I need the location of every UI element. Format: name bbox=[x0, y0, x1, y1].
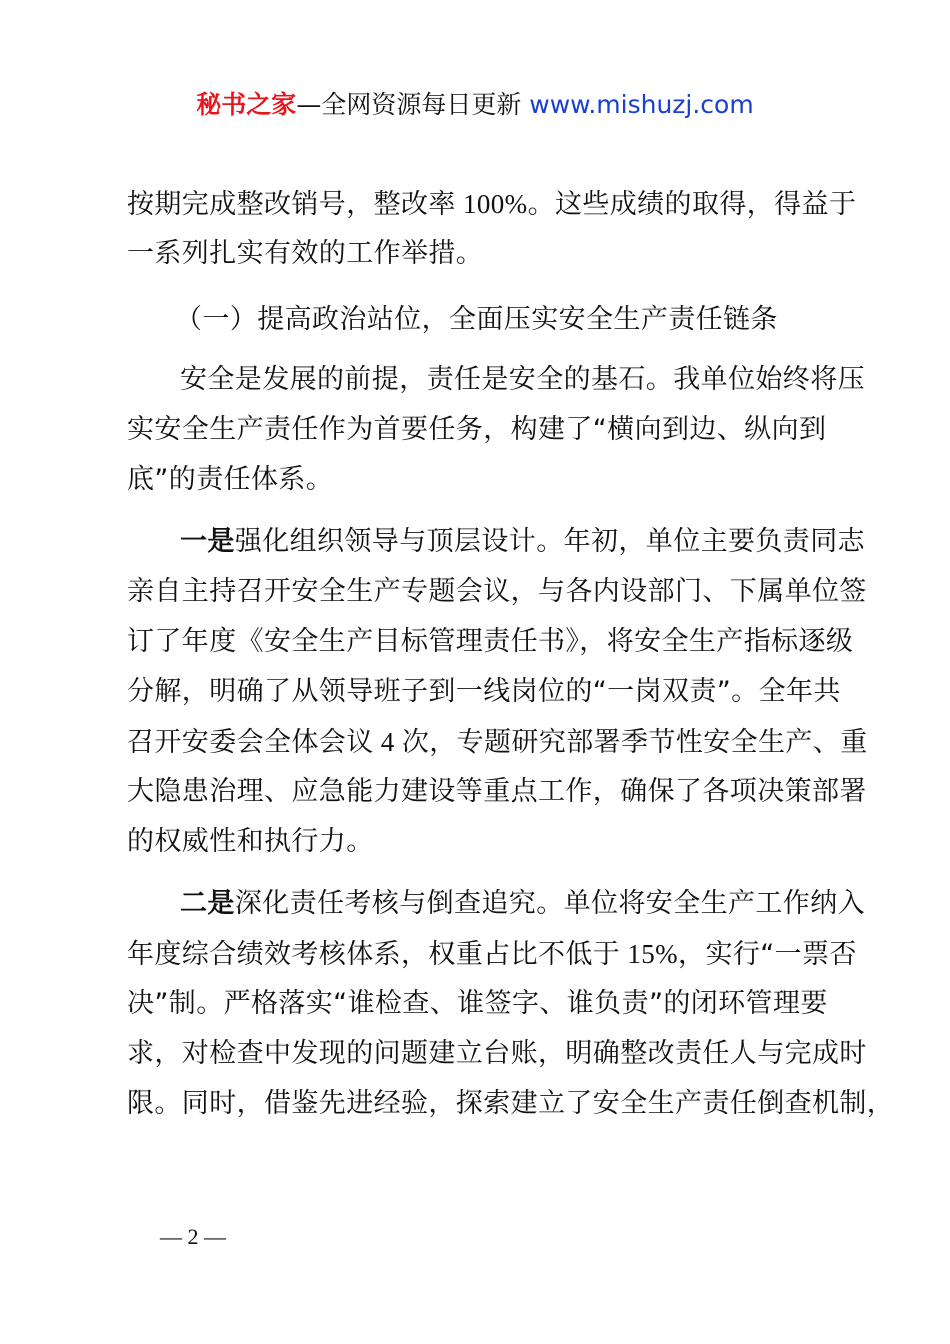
site-header bbox=[0, 88, 950, 122]
point-label: 二是 bbox=[180, 888, 235, 919]
body-line: 订了年度《安全生产目标管理责任书》，将安全生产指标逐级 bbox=[127, 626, 854, 657]
body-line: 底”的责任体系。 bbox=[127, 464, 334, 495]
body-line: 一是强化组织领导与顶层设计。年初，单位主要负责同志 bbox=[180, 526, 866, 557]
body-line: 年度综合绩效考核体系，权重占比不低于 15%，实行“一票否 bbox=[127, 939, 857, 970]
point-label: 一是 bbox=[180, 526, 235, 557]
body-line: 一系列扎实有效的工作举措。 bbox=[127, 238, 484, 269]
body-line: 按期完成整改销号，整改率 100%。这些成绩的取得，得益于 bbox=[127, 189, 857, 220]
section-heading: （一）提高政治站位，全面压实安全生产责任链条 bbox=[175, 304, 778, 335]
body-line: 大隐患治理、应急能力建设等重点工作，确保了各项决策部署 bbox=[127, 776, 867, 807]
brand-name: 秘书之家 bbox=[196, 90, 297, 119]
body-line: 亲自主持召开安全生产专题会议，与各内设部门、下属单位签 bbox=[127, 576, 867, 607]
body-line: 召开安委会全体会议 4 次，专题研究部署季节性安全生产、重 bbox=[127, 727, 868, 758]
body-line: 安全是发展的前提，责任是安全的基石。我单位始终将压 bbox=[180, 364, 865, 395]
body-line: 的权威性和执行力。 bbox=[127, 826, 374, 857]
page-number: — 2 — bbox=[160, 1224, 226, 1249]
site-url: www.mishuzj.com bbox=[529, 90, 754, 119]
body-line: 二是深化责任考核与倒查追究。单位将安全生产工作纳入 bbox=[180, 888, 866, 919]
body-line: 实安全生产责任作为首要任务，构建了“横向到边、纵向到 bbox=[127, 414, 827, 445]
body-line: 分解，明确了从领导班子到一线岗位的“一岗双责”。全年共 bbox=[127, 676, 841, 707]
body-line: 求，对检查中发现的问题建立台账，明确整改责任人与完成时 bbox=[127, 1038, 867, 1069]
body-line: 限。同时，借鉴先进经验，探索建立了安全生产责任倒查机制， bbox=[127, 1088, 895, 1119]
header-tagline: —全网资源每日更新 bbox=[296, 90, 522, 119]
body-line: 决”制。严格落实“谁检查、谁签字、谁负责”的闭环管理要 bbox=[127, 988, 828, 1019]
